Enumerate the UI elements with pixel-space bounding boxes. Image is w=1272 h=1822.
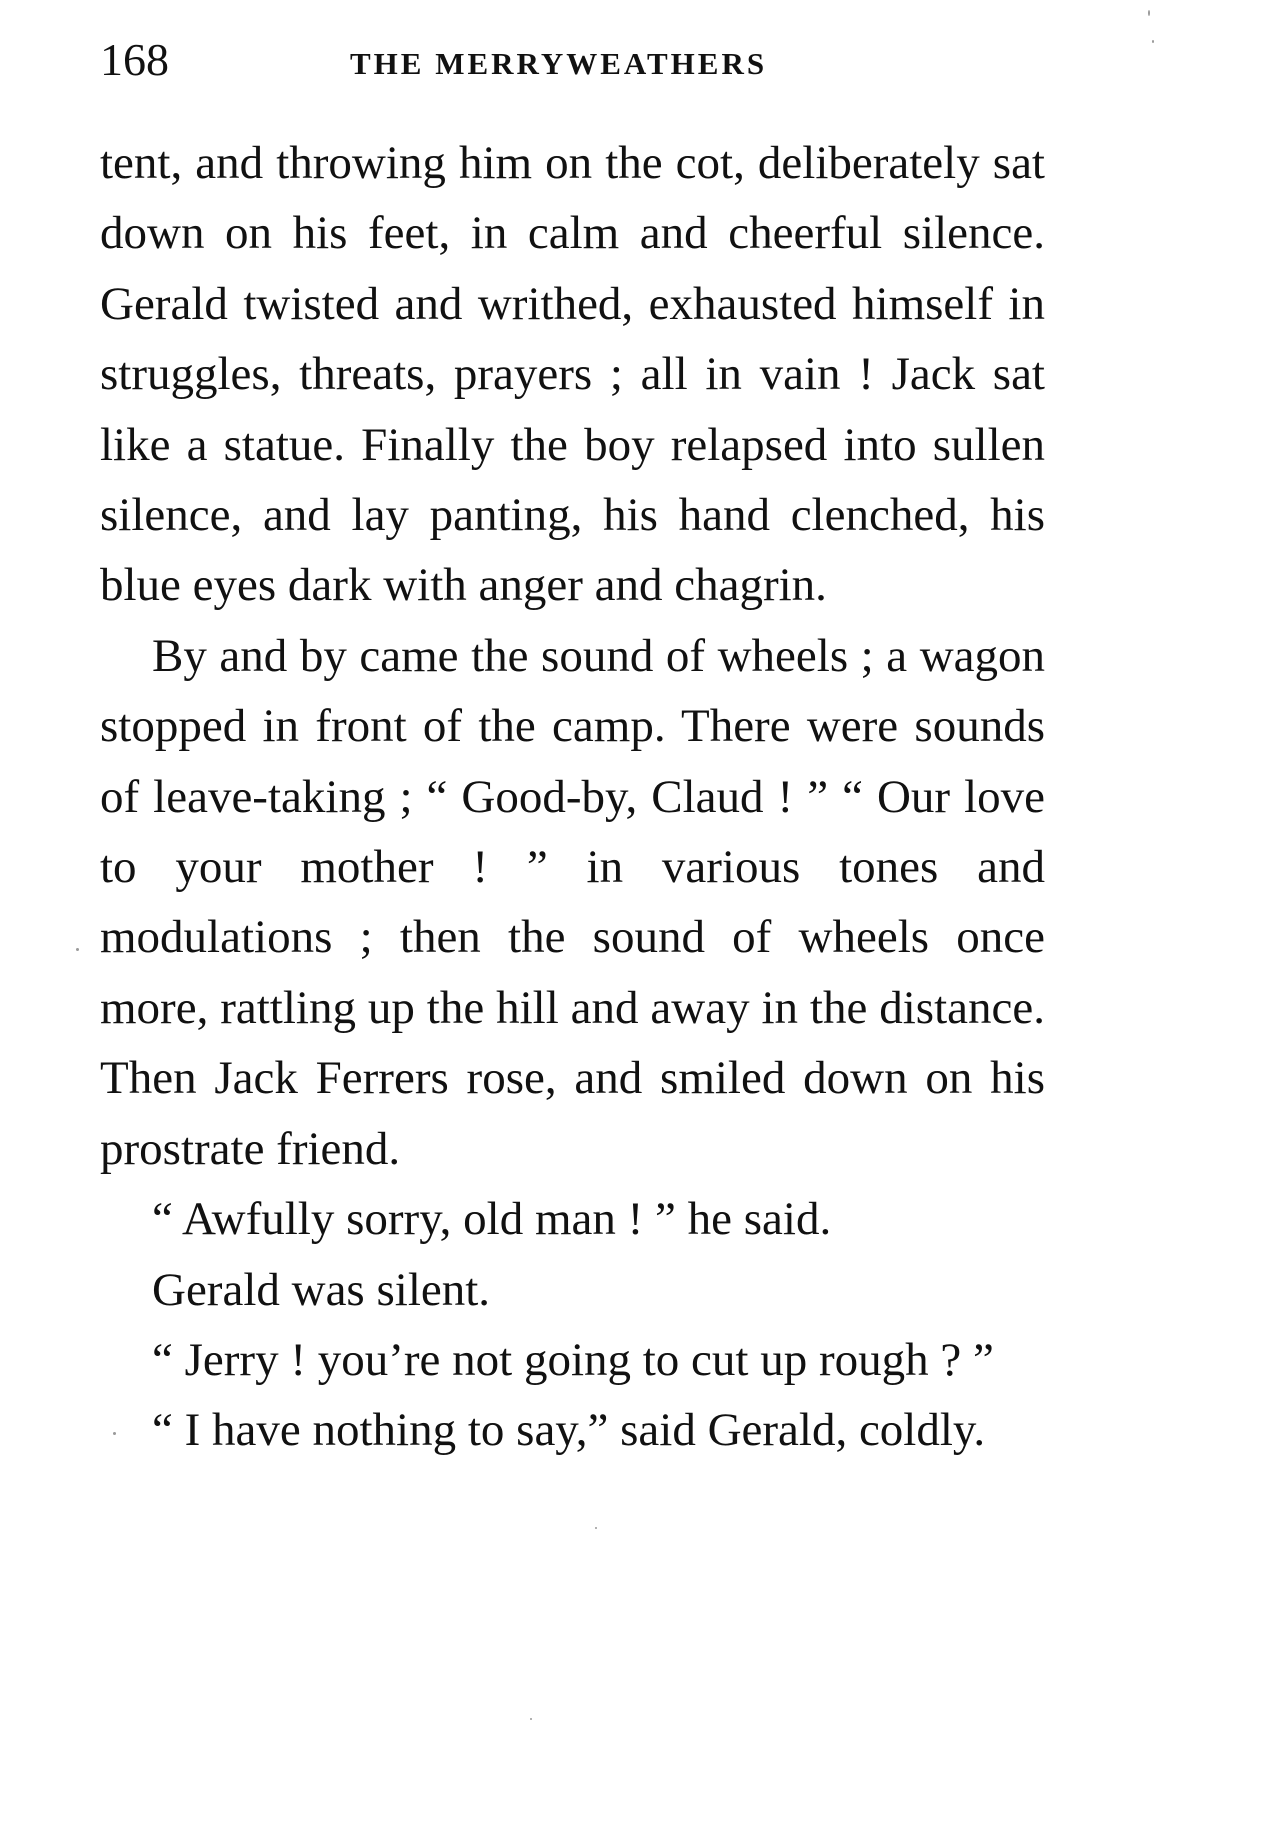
body-text — [100, 128, 1045, 1466]
paper-speck — [1148, 10, 1150, 16]
paper-speck — [530, 1718, 532, 1720]
page-number: 168 — [100, 34, 169, 85]
paragraph-gerald-silent: Gerald was silent. — [152, 1263, 491, 1316]
paragraph-awfully-sorry: “ Awfully sorry, old man ! ” he said. — [152, 1193, 832, 1246]
paragraph-wagon: By and by came the sound of wheels ; a wagon stopped in front of the camp. There were sounds of leave-taking ; “ Good-by, Claud ! ” “ Our love to your mother ! ” in various tones and modulations ; then the sound of wheels once more, rattling up the hill and away in the distance. Then Jack Ferrers rose, and smiled down on his prostrate friend. — [100, 629, 1045, 1175]
paper-speck — [76, 948, 79, 951]
paragraph-jerry: “ Jerry ! you’re not going to cut up rough ? ” — [152, 1333, 994, 1386]
paragraph-continuation: tent, and throwing him on the cot, deliberately sat down on his feet, in calm and cheerful silence. Gerald twisted and writhed, exhausted himself in struggles, threats, prayers ; all in vain ! Jack sat like a statue. Finally the boy relapsed into sullen silence, and lay panting, his hand clenched, his blue eyes dark with anger and chagrin. — [100, 137, 1045, 612]
paper-speck — [1152, 40, 1154, 43]
paper-speck — [595, 1527, 597, 1529]
paragraph-nothing-to-say: “ I have nothing to say,” said Gerald, coldly. — [152, 1404, 986, 1457]
paper-speck — [113, 1432, 116, 1435]
running-title: THE MERRYWEATHERS — [350, 46, 768, 81]
running-head — [100, 30, 1060, 90]
